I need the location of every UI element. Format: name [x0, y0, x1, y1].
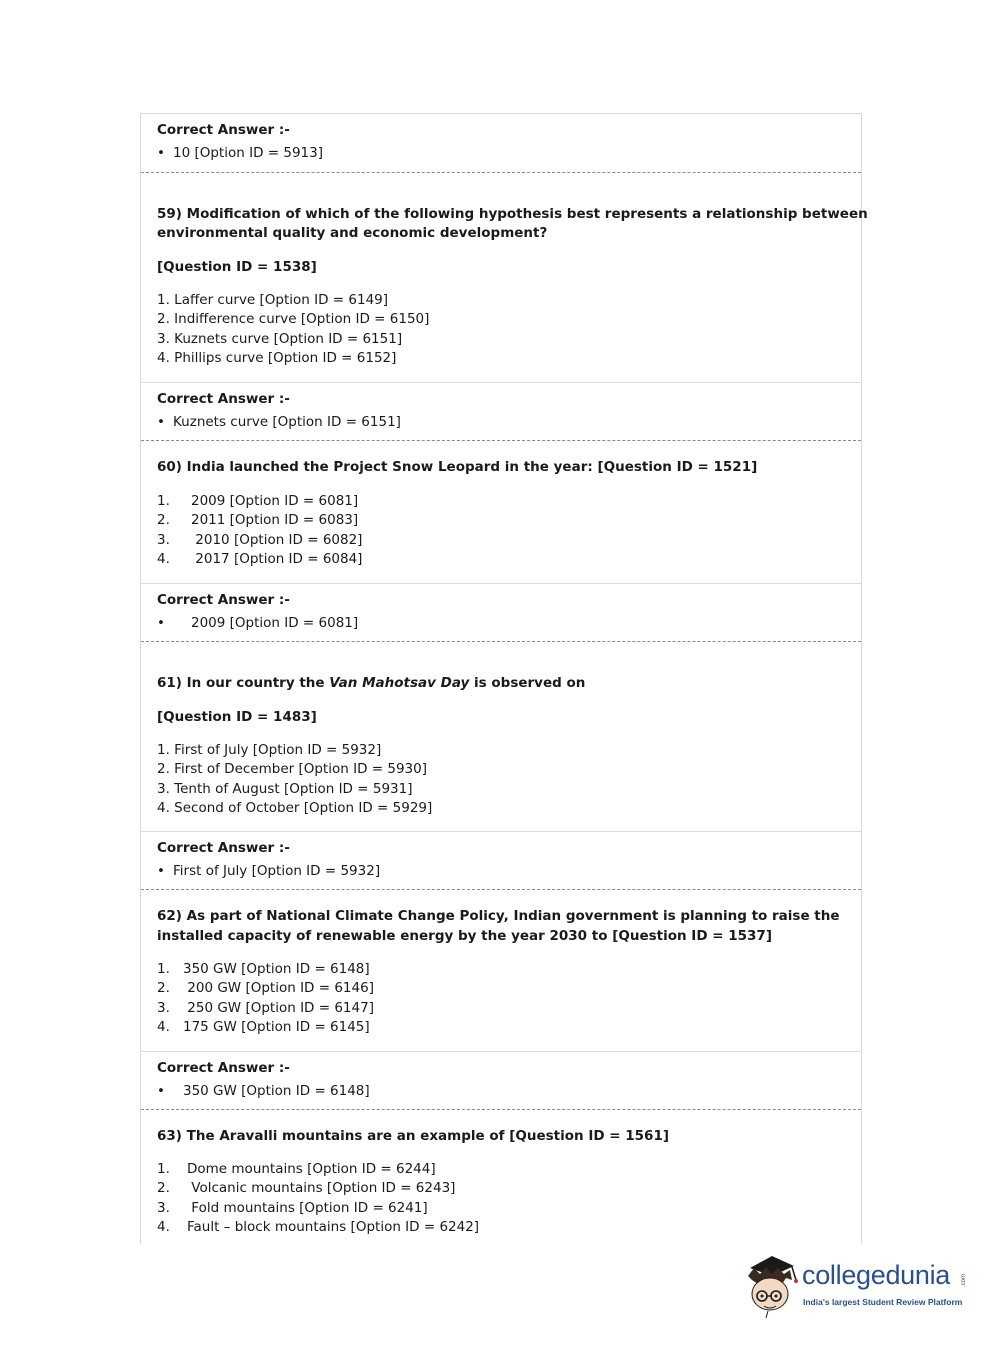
question-text: 59) Modification of which of the following hypothesis best represents a relationship between [157, 206, 868, 222]
answer-block-60 [141, 583, 861, 642]
answer-heading: Correct Answer :- [157, 122, 290, 138]
question-text: 61) In our country the Van Mahotsav Day is observed on [157, 675, 586, 691]
question-text: 63) The Aravalli mountains are an example of [Question ID = 1561] [157, 1128, 670, 1144]
answer-heading: Correct Answer :- [157, 592, 290, 608]
option-item: 3. 250 GW [Option ID = 6147] [157, 1000, 374, 1016]
logo-tagline: India's largest Student Review Platform [803, 1297, 963, 1307]
question-59 [141, 172, 868, 383]
option-item: 2. 200 GW [Option ID = 6146] [157, 980, 374, 996]
option-item: 1. First of July [Option ID = 5932] [157, 742, 382, 758]
question-text: environmental quality and economic development? [157, 225, 548, 241]
option-item: 2. First of December [Option ID = 5930] [157, 761, 427, 777]
option-item: 2. Volcanic mountains [Option ID = 6243] [157, 1180, 456, 1196]
option-item: 1. Laffer curve [Option ID = 6149] [157, 292, 389, 308]
answer-block-61 [141, 831, 861, 890]
option-item: 1. Dome mountains [Option ID = 6244] [157, 1161, 436, 1177]
option-item: 3. Fold mountains [Option ID = 6241] [157, 1200, 428, 1216]
answer-block-59 [141, 382, 861, 441]
answer-heading: Correct Answer :- [157, 1060, 290, 1076]
answer-line: • 10 [Option ID = 5913] [157, 145, 323, 161]
answer-heading: Correct Answer :- [157, 391, 290, 407]
answer-line: • 2009 [Option ID = 6081] [157, 615, 359, 631]
option-item: 4. 175 GW [Option ID = 6145] [157, 1019, 370, 1035]
option-item: 1. 350 GW [Option ID = 6148] [157, 961, 370, 977]
question-61 [141, 641, 861, 832]
question-text: 60) India launched the Project Snow Leopard in the year: [Question ID = 1521] [157, 459, 758, 475]
answer-line: • 350 GW [Option ID = 6148] [157, 1083, 370, 1099]
question-62 [141, 889, 861, 1052]
answer-block-62 [141, 1051, 861, 1110]
option-item: 1. 2009 [Option ID = 6081] [157, 493, 359, 509]
option-item: 2. Indifference curve [Option ID = 6150] [157, 311, 430, 327]
option-item: 4. Phillips curve [Option ID = 6152] [157, 350, 397, 366]
answer-heading: Correct Answer :- [157, 840, 290, 856]
question-63 [141, 1109, 861, 1246]
option-item: 4. Second of October [Option ID = 5929] [157, 800, 433, 816]
option-item: 4. Fault – block mountains [Option ID = 6242] [157, 1219, 480, 1235]
option-item: 3. 2010 [Option ID = 6082] [157, 532, 363, 548]
option-item: 2. 2011 [Option ID = 6083] [157, 512, 359, 528]
mascot-icon [742, 1250, 804, 1320]
option-item: 3. Tenth of August [Option ID = 5931] [157, 781, 413, 797]
question-60 [141, 440, 861, 584]
collegedunia-logo[interactable] [742, 1250, 982, 1320]
question-text: installed capacity of renewable energy by the year 2030 to [Question ID = 1537] [157, 928, 772, 944]
answer-line: • First of July [Option ID = 5932] [157, 863, 381, 879]
logo-com: .com [961, 1274, 967, 1288]
question-sheet [140, 113, 868, 1244]
answer-line: • Kuznets curve [Option ID = 6151] [157, 414, 401, 430]
logo-wordmark: collegedunia [802, 1260, 951, 1290]
question-id: [Question ID = 1483] [157, 709, 317, 725]
question-id: [Question ID = 1538] [157, 259, 317, 275]
option-item: 4. 2017 [Option ID = 6084] [157, 551, 363, 567]
question-text: 62) As part of National Climate Change Policy, Indian government is planning to raise the [157, 908, 840, 924]
option-item: 3. Kuznets curve [Option ID = 6151] [157, 331, 403, 347]
answer-block-58 [141, 114, 861, 172]
